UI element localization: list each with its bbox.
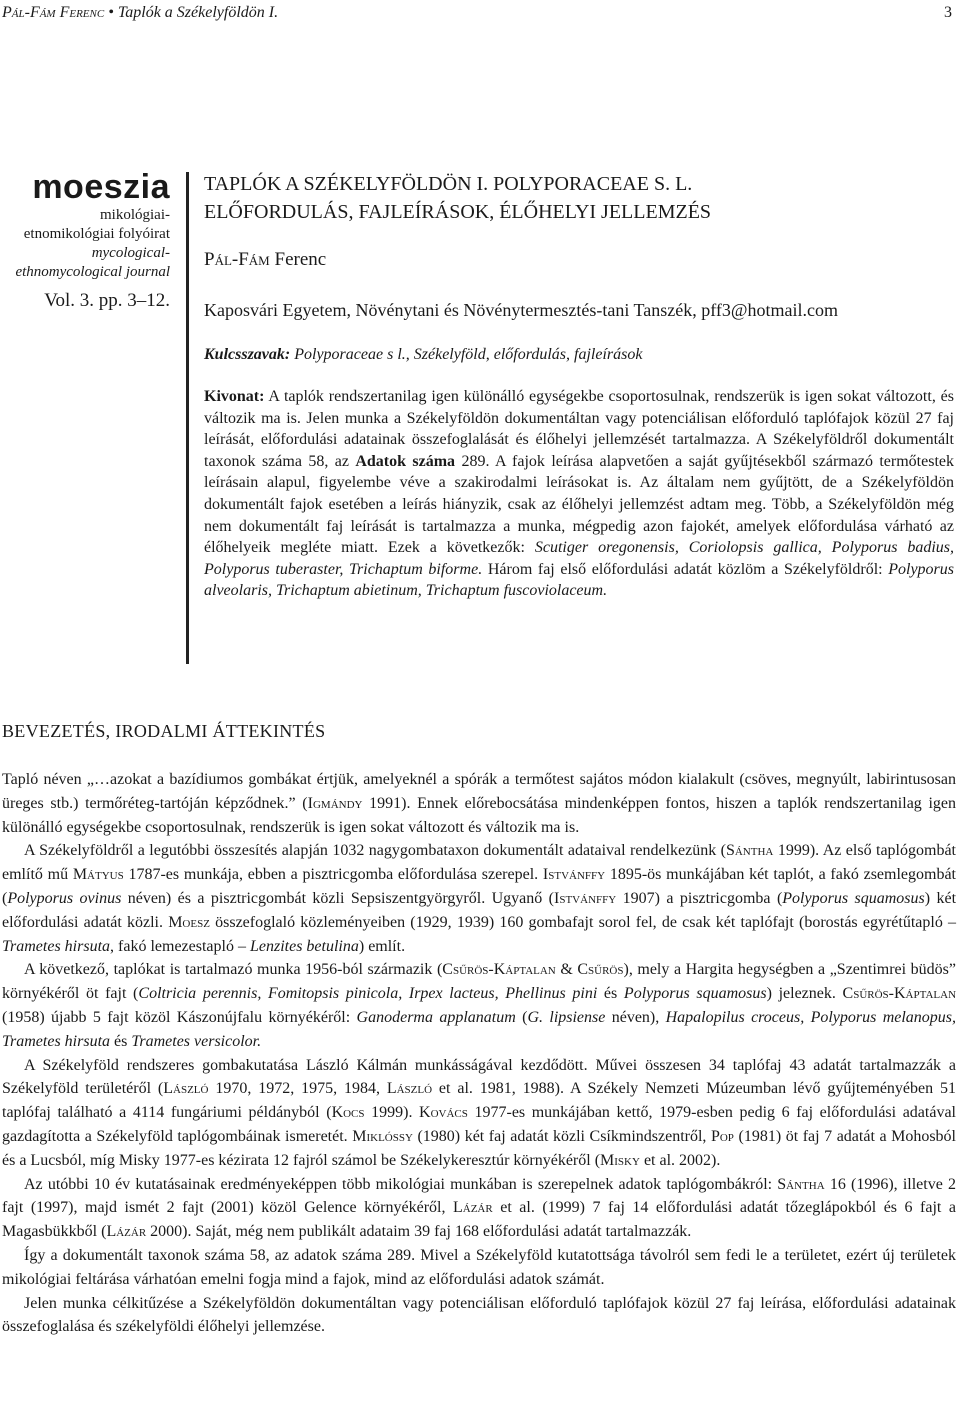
body-paragraph: A Székelyföldről a legutóbbi összesítés alapján 1032 nagygombataxon dokumentált adataival rendelkezünk (Sántha 1999). Az első taplógombát említő mű Mátyus 1787-es munkája, ebben a pisztricgomba előfordulása szerepel. Istvánffy 1895-ös munkájában két taplót, a fakó zsemlegombát (Polyporus ovinus néven) és a pisztricgombát közli Sepsiszentgyörgyről. Ugyanő (Istvánffy 1907) a pisztricgomba (Polyporus squamosus) két előfordulási adatát közli. Moesz összefoglaló közleményeiben (1929, 1939) 160 gombafajt sorol fel, de csak két taplófajt (borostás egyrétűtapló – Trametes hirsuta, fakó lemezestapló – Lenzites betulina) említ.	[2, 842, 957, 955]
journal-subtitle-2: etnomikológiai folyóirat	[23, 226, 170, 242]
body-paragraph: Jelen munka célkitűzése a Székelyföldön dokumentáltan vagy potenciálisan előforduló taplófajok közül 27 faj leírása, előfordulási adatainak összefoglalása és székelyföldi élőhelyi jellemzése.	[2, 1294, 956, 1336]
section-heading: BEVEZETÉS, IRODALMI ÁTTEKINTÉS	[2, 721, 326, 741]
journal-subtitle-4: ethnomycological journal	[15, 264, 170, 280]
body-paragraph: Tapló néven „…azokat a bazídiumos gombákat értjük, amelyeknél a spórák a termőtest sajátos módon kialakult (csöves, megnyúlt, labirintusosan üreges stb.) termőréteg-tartóján képződnek.” (Igmándy 1991). Ennek előrebocsátása mindenképpen fontos, hiszen a taplók rendszertanilag igen különálló egységekbe csoportosulnak, rendszerük is igen sokat változott és változik ma is.	[2, 771, 957, 836]
article-title: TAPLÓK A SZÉKELYFÖLDÖN I. POLYPORACEAE S. L. ELŐFORDULÁS, FAJLEÍRÁSOK, ÉLŐHELYI JELLEMZÉS	[204, 173, 712, 223]
article-author: Pál-Fám Ferenc	[204, 249, 327, 270]
journal-subtitle-3: mycological-	[91, 245, 170, 261]
body-paragraph: Így a dokumentált taxonok száma 58, az adatok száma 289. Mivel a Székelyföld kutatottsága távolról sem fedi le a területet, ezért új területek mikológiai feltárása várhatóan emelni fogja mind a fajok, mind az előfordulási adatok számát.	[2, 1246, 956, 1288]
page-number: 3	[944, 4, 952, 21]
running-header	[2, 4, 958, 28]
journal-volume: Vol. 3. pp. 3–12.	[44, 290, 170, 311]
article-body	[2, 768, 956, 1339]
abstract: Kivonat: A taplók rendszertanilag igen különálló egységekbe csoportosulnak, rendszerük is igen sokat változott, és változik ma is. Jelen munka a Székelyföldön dokumentáltan vagy potenciálisan előforduló taplófajok közül 27 faj leírását, előfordulási adatainak összefoglalását és élőhelyi jellemzését tartalmazza. A Székelyföldről dokumentált taxonok száma 58, az Adatok száma 289. A fajok leírása alapvetően a saját gyűjtésekből származó termőtestek leírásain alapul, figyelembe véve a szakirodalmi leírásokat is. Az általam nem gyűjtött, de a Székelyföldön dokumentált fajok esetében a leírás hiányzik, csak az élőhelyi jellemzést adtam meg. Több, a Székelyföldön még nem dokumentált faj leírását is tartalmazza a munka, mégpedig azon fajokét, amelyek előfordulása várható az élőhelyeik megléte miatt. Ezek a következők: Scutiger oregonensis, Coriolopsis gallica, Polyporus badius, Polyporus tuberaster, Trichaptum biforme. Három faj első előfordulási adatát közlöm a Székelyföldről: Polyporus alveolaris, Trichaptum abietinum, Trichaptum fuscoviolaceum.	[204, 388, 955, 600]
article-head	[204, 170, 954, 602]
author-affiliation: Kaposvári Egyetem, Növénytani és Növénytermesztés-tani Tanszék, pff3@hotmail.com	[204, 300, 838, 320]
journal-logo: moeszia	[32, 168, 170, 206]
journal-info	[0, 168, 170, 314]
keywords: Kulcsszavak: Polyporaceae s l., Székelyföld, előfordulás, fajleírások	[204, 346, 643, 363]
running-title: Pál-Fám Ferenc • Taplók a Székelyföldön I.	[2, 4, 279, 21]
vertical-rule	[186, 172, 189, 664]
body-paragraph: Az utóbbi 10 év kutatásainak eredményeképpen több mikológiai munkában is szerepelnek adatok taplógombákról: Sántha 16 (1996), illetve 2 fajt (1997), majd ismét 2 fajt (2001) közöl Gelence környékéről, Lázár et al. (1999) 7 faj 14 előfordulási adatát tőzeglápokból és 6 fajt a Magasbükkből (Lázár 2000). Saját, még nem publikált adataim 39 faj 168 előfordulási adatát tartalmazzák.	[2, 1175, 957, 1241]
journal-subtitle-1: mikológiai-	[100, 207, 170, 223]
body-paragraph: A következő, taplókat is tartalmazó munka 1956-ból származik (Csűrös-Káptalan & Csűrös), mely a Hargita hegységben a „Szentimrei büdös” környékéről öt fajt (Coltricia perennis, Fomitopsis pinicola, Irpex lacteus, Phellinus pini és Polyporus squamosus) jeleznek. Csűrös-Káptalan (1958) újabb 5 fajt közöl Kászonújfalu környékéről: Ganoderma applanatum (G. lipsiense néven), Hapalopilus croceus, Polyporus melanopus, Trametes hirsuta és Trametes versicolor.	[2, 961, 957, 1050]
body-paragraph: A Székelyföld rendszeres gombakutatása László Kálmán munkásságával kezdődött. Művei összesen 34 taplófaj 43 adatát tartalmazzák a Székelyföld területéről (László 1970, 1972, 1975, 1984, László et al. 1981, 1988). A Székely Nemzeti Múzeumban lévő gyűjteményében 51 taplófaj található a 4114 fungáriumi példányból (Kocs 1999). Kovács 1977-es munkájában kettő, 1979-esben pedig 6 faj előfordulási adatával gazdagította a Székelyföld taplógombáinak ismeretét. Miklóssy (1980) két faj adatát közli Csíkmindszentről, Pop (1981) öt faj 7 adatát a Mohosból és a Lucsból, míg Misky 1977-es kézirata 12 fajról számol be Székelykeresztúr környékéről (Misky et al. 2002).	[2, 1056, 957, 1169]
